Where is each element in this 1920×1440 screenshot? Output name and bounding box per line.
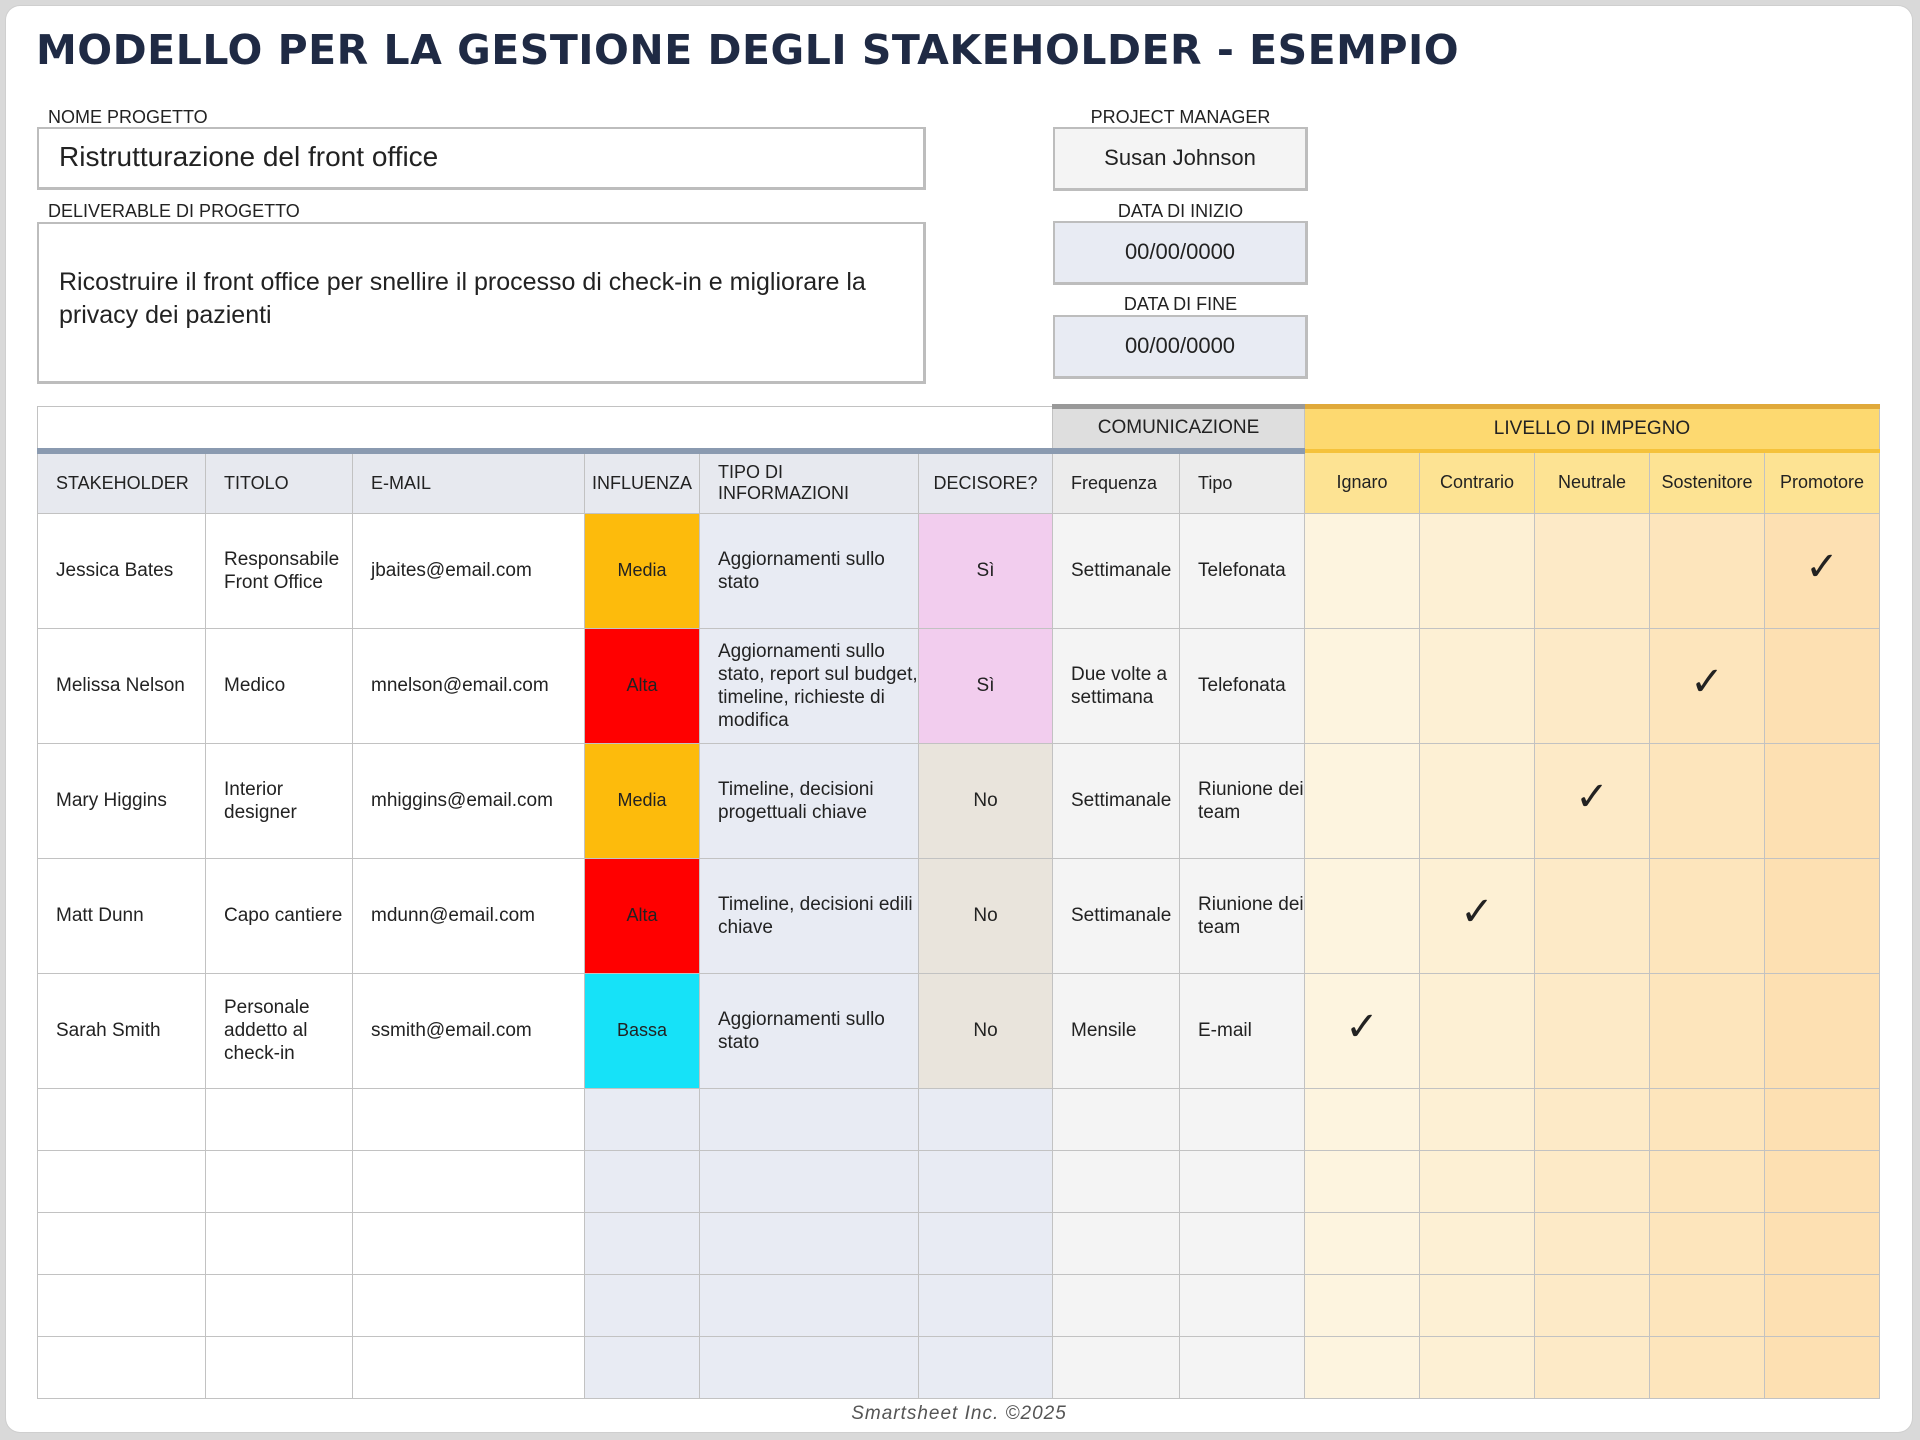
empty-cell[interactable]	[1420, 1336, 1535, 1398]
cell-info-type[interactable]: Aggiornamenti sullo stato, report sul budget, timeline, richieste di modifica	[700, 628, 919, 743]
empty-cell[interactable]	[353, 1212, 585, 1274]
empty-cell[interactable]	[206, 1212, 353, 1274]
empty-cell[interactable]	[700, 1088, 919, 1150]
empty-cell[interactable]	[1765, 1150, 1880, 1212]
group-engagement: LIVELLO DI IMPEGNO	[1305, 407, 1880, 451]
table-row	[38, 628, 1880, 743]
pm-label: PROJECT MANAGER	[1090, 107, 1271, 127]
empty-cell[interactable]	[1535, 1274, 1650, 1336]
cell-title[interactable]: Interior designer	[206, 743, 353, 858]
cell-level-promotore[interactable]	[1765, 513, 1880, 628]
cell-influence[interactable]: Alta	[585, 858, 700, 973]
empty-cell[interactable]	[1053, 1088, 1180, 1150]
empty-cell[interactable]	[1420, 1212, 1535, 1274]
cell-title[interactable]: Medico	[206, 628, 353, 743]
start-date-label: DATA DI INIZIO	[1117, 201, 1244, 221]
check-icon: ✓	[1805, 543, 1839, 590]
end-date-field[interactable]: 00/00/0000	[1053, 315, 1308, 379]
cell-level-neutrale[interactable]	[1535, 628, 1650, 743]
cell-decision[interactable]: No	[919, 743, 1053, 858]
header-stakeholder: STAKEHOLDER	[38, 451, 206, 514]
cell-decision[interactable]: Sì	[919, 628, 1053, 743]
empty-cell[interactable]	[206, 1274, 353, 1336]
stakeholder-table	[37, 404, 1880, 1399]
cell-level-sostenitore[interactable]	[1650, 513, 1765, 628]
header-type: Tipo	[1180, 451, 1305, 514]
deliverable-label: DELIVERABLE DI PROGETTO	[48, 201, 300, 221]
empty-cell[interactable]	[1650, 1336, 1765, 1398]
cell-type[interactable]: Telefonata	[1180, 628, 1305, 743]
empty-cell[interactable]	[1180, 1150, 1305, 1212]
empty-cell[interactable]	[353, 1274, 585, 1336]
cell-frequency[interactable]: Settimanale	[1053, 743, 1180, 858]
empty-cell[interactable]	[38, 1088, 206, 1150]
empty-cell[interactable]	[38, 1336, 206, 1398]
header-level-sostenitore: Sostenitore	[1650, 451, 1765, 514]
header-title: TITOLO	[206, 451, 353, 514]
empty-cell[interactable]	[1765, 1274, 1880, 1336]
start-date-field[interactable]: 00/00/0000	[1053, 221, 1308, 285]
empty-cell[interactable]	[1180, 1088, 1305, 1150]
cell-frequency[interactable]: Mensile	[1053, 973, 1180, 1088]
empty-cell[interactable]	[206, 1150, 353, 1212]
cell-level-contrario[interactable]	[1420, 743, 1535, 858]
cell-level-ignaro[interactable]	[1305, 513, 1420, 628]
cell-title[interactable]: Capo cantiere	[206, 858, 353, 973]
cell-email[interactable]: mdunn@email.com	[353, 858, 585, 973]
empty-cell[interactable]	[585, 1212, 700, 1274]
cell-level-neutrale[interactable]	[1535, 513, 1650, 628]
empty-cell[interactable]	[1650, 1274, 1765, 1336]
group-spacer	[38, 407, 1053, 451]
check-icon: ✓	[1460, 888, 1494, 935]
cell-level-ignaro[interactable]	[1305, 858, 1420, 973]
empty-cell[interactable]	[1420, 1088, 1535, 1150]
empty-row	[38, 1336, 1880, 1398]
check-icon: ✓	[1575, 773, 1609, 820]
empty-row	[38, 1274, 1880, 1336]
header-level-ignaro: Ignaro	[1305, 451, 1420, 514]
header-info-type: TIPO DI INFORMAZIONI	[700, 451, 919, 514]
end-date-label: DATA DI FINE	[1123, 294, 1238, 314]
pm-field[interactable]: Susan Johnson	[1053, 127, 1308, 191]
empty-cell[interactable]	[38, 1212, 206, 1274]
empty-cell[interactable]	[700, 1212, 919, 1274]
cell-frequency[interactable]: Settimanale	[1053, 858, 1180, 973]
empty-cell[interactable]	[353, 1336, 585, 1398]
cell-info-type[interactable]: Aggiornamenti sullo stato	[700, 973, 919, 1088]
page-title: MODELLO PER LA GESTIONE DEGLI STAKEHOLDER - ESEMPIO	[36, 26, 1460, 74]
cell-type[interactable]: E-mail	[1180, 973, 1305, 1088]
header-level-contrario: Contrario	[1420, 451, 1535, 514]
cell-stakeholder[interactable]: Jessica Bates	[38, 513, 206, 628]
empty-cell[interactable]	[1420, 1274, 1535, 1336]
cell-decision[interactable]: No	[919, 858, 1053, 973]
cell-stakeholder[interactable]: Melissa Nelson	[38, 628, 206, 743]
empty-cell[interactable]	[919, 1088, 1053, 1150]
empty-cell[interactable]	[1765, 1212, 1880, 1274]
empty-cell[interactable]	[1305, 1336, 1420, 1398]
empty-cell[interactable]	[1765, 1088, 1880, 1150]
empty-cell[interactable]	[585, 1088, 700, 1150]
empty-cell[interactable]	[1535, 1150, 1650, 1212]
cell-type[interactable]: Telefonata	[1180, 513, 1305, 628]
cell-influence[interactable]: Bassa	[585, 973, 700, 1088]
empty-cell[interactable]	[1305, 1150, 1420, 1212]
empty-cell[interactable]	[353, 1088, 585, 1150]
empty-cell[interactable]	[1535, 1336, 1650, 1398]
empty-cell[interactable]	[700, 1274, 919, 1336]
empty-cell[interactable]	[38, 1150, 206, 1212]
group-communication: COMUNICAZIONE	[1053, 407, 1305, 451]
cell-type[interactable]: Riunione dei team	[1180, 743, 1305, 858]
empty-cell[interactable]	[1650, 1150, 1765, 1212]
cell-stakeholder[interactable]: Sarah Smith	[38, 973, 206, 1088]
empty-cell[interactable]	[1535, 1088, 1650, 1150]
cell-level-contrario[interactable]	[1420, 628, 1535, 743]
empty-cell[interactable]	[206, 1088, 353, 1150]
cell-level-neutrale[interactable]	[1535, 743, 1650, 858]
header-level-neutrale: Neutrale	[1535, 451, 1650, 514]
check-icon: ✓	[1690, 658, 1724, 705]
cell-frequency[interactable]: Due volte a settimana	[1053, 628, 1180, 743]
empty-row	[38, 1088, 1880, 1150]
empty-cell[interactable]	[1305, 1274, 1420, 1336]
empty-cell[interactable]	[206, 1336, 353, 1398]
cell-level-sostenitore[interactable]	[1650, 973, 1765, 1088]
empty-cell[interactable]	[919, 1212, 1053, 1274]
cell-email[interactable]: ssmith@email.com	[353, 973, 585, 1088]
empty-cell[interactable]	[700, 1150, 919, 1212]
cell-level-sostenitore[interactable]	[1650, 858, 1765, 973]
cell-level-neutrale[interactable]	[1535, 973, 1650, 1088]
footer-credit: Smartsheet Inc. ©2025	[851, 1403, 1067, 1424]
cell-level-promotore[interactable]	[1765, 858, 1880, 973]
cell-stakeholder[interactable]: Matt Dunn	[38, 858, 206, 973]
empty-cell[interactable]	[1053, 1150, 1180, 1212]
empty-cell[interactable]	[1180, 1212, 1305, 1274]
empty-cell[interactable]	[1650, 1212, 1765, 1274]
cell-level-contrario[interactable]	[1420, 973, 1535, 1088]
cell-level-ignaro[interactable]	[1305, 628, 1420, 743]
empty-cell[interactable]	[1053, 1212, 1180, 1274]
empty-cell[interactable]	[1180, 1274, 1305, 1336]
header-level-promotore: Promotore	[1765, 451, 1880, 514]
empty-cell[interactable]	[353, 1150, 585, 1212]
empty-cell[interactable]	[1535, 1212, 1650, 1274]
project-name-field[interactable]: Ristrutturazione del front office	[37, 127, 926, 190]
cell-level-promotore[interactable]	[1765, 743, 1880, 858]
cell-influence[interactable]: Media	[585, 513, 700, 628]
table-row	[38, 743, 1880, 858]
cell-decision[interactable]: No	[919, 973, 1053, 1088]
header-email: E-MAIL	[353, 451, 585, 514]
empty-cell[interactable]	[585, 1336, 700, 1398]
cell-level-promotore[interactable]	[1765, 628, 1880, 743]
cell-info-type[interactable]: Timeline, decisioni edili chiave	[700, 858, 919, 973]
empty-cell[interactable]	[585, 1274, 700, 1336]
cell-email[interactable]: mnelson@email.com	[353, 628, 585, 743]
header-decision: DECISORE?	[919, 451, 1053, 514]
cell-info-type[interactable]: Aggiornamenti sullo stato	[700, 513, 919, 628]
empty-cell[interactable]	[919, 1150, 1053, 1212]
cell-stakeholder[interactable]: Mary Higgins	[38, 743, 206, 858]
table-row	[38, 858, 1880, 973]
empty-cell[interactable]	[919, 1274, 1053, 1336]
empty-cell[interactable]	[38, 1274, 206, 1336]
cell-influence[interactable]: Media	[585, 743, 700, 858]
empty-cell[interactable]	[1180, 1336, 1305, 1398]
cell-level-sostenitore[interactable]	[1650, 628, 1765, 743]
check-icon: ✓	[1345, 1003, 1379, 1050]
cell-level-ignaro[interactable]	[1305, 743, 1420, 858]
cell-title[interactable]: Responsabile Front Office	[206, 513, 353, 628]
cell-level-contrario[interactable]	[1420, 858, 1535, 973]
cell-decision[interactable]: Sì	[919, 513, 1053, 628]
empty-cell[interactable]	[1053, 1336, 1180, 1398]
empty-cell[interactable]	[1053, 1274, 1180, 1336]
empty-cell[interactable]	[1650, 1088, 1765, 1150]
header-influence: INFLUENZA	[585, 451, 700, 514]
header-frequency: Frequenza	[1053, 451, 1180, 514]
cell-level-neutrale[interactable]	[1535, 858, 1650, 973]
empty-cell[interactable]	[1305, 1212, 1420, 1274]
empty-cell[interactable]	[1765, 1336, 1880, 1398]
cell-type[interactable]: Riunione dei team	[1180, 858, 1305, 973]
cell-level-promotore[interactable]	[1765, 973, 1880, 1088]
table-row	[38, 513, 1880, 628]
cell-title[interactable]: Personale addetto al check-in	[206, 973, 353, 1088]
cell-email[interactable]: mhiggins@email.com	[353, 743, 585, 858]
empty-row	[38, 1212, 1880, 1274]
project-name-label: NOME PROGETTO	[48, 107, 208, 127]
cell-frequency[interactable]: Settimanale	[1053, 513, 1180, 628]
empty-cell[interactable]	[700, 1336, 919, 1398]
deliverable-field[interactable]: Ricostruire il front office per snellire il processo di check-in e migliorare la privacy dei pazienti	[37, 222, 926, 384]
sheet-frame	[6, 6, 1912, 1432]
empty-row	[38, 1150, 1880, 1212]
table-row	[38, 973, 1880, 1088]
cell-info-type[interactable]: Timeline, decisioni progettuali chiave	[700, 743, 919, 858]
empty-cell[interactable]	[1305, 1088, 1420, 1150]
empty-cell[interactable]	[1420, 1150, 1535, 1212]
empty-cell[interactable]	[919, 1336, 1053, 1398]
cell-influence[interactable]: Alta	[585, 628, 700, 743]
cell-email[interactable]: jbaites@email.com	[353, 513, 585, 628]
cell-level-contrario[interactable]	[1420, 513, 1535, 628]
cell-level-ignaro[interactable]	[1305, 973, 1420, 1088]
empty-cell[interactable]	[585, 1150, 700, 1212]
cell-level-sostenitore[interactable]	[1650, 743, 1765, 858]
